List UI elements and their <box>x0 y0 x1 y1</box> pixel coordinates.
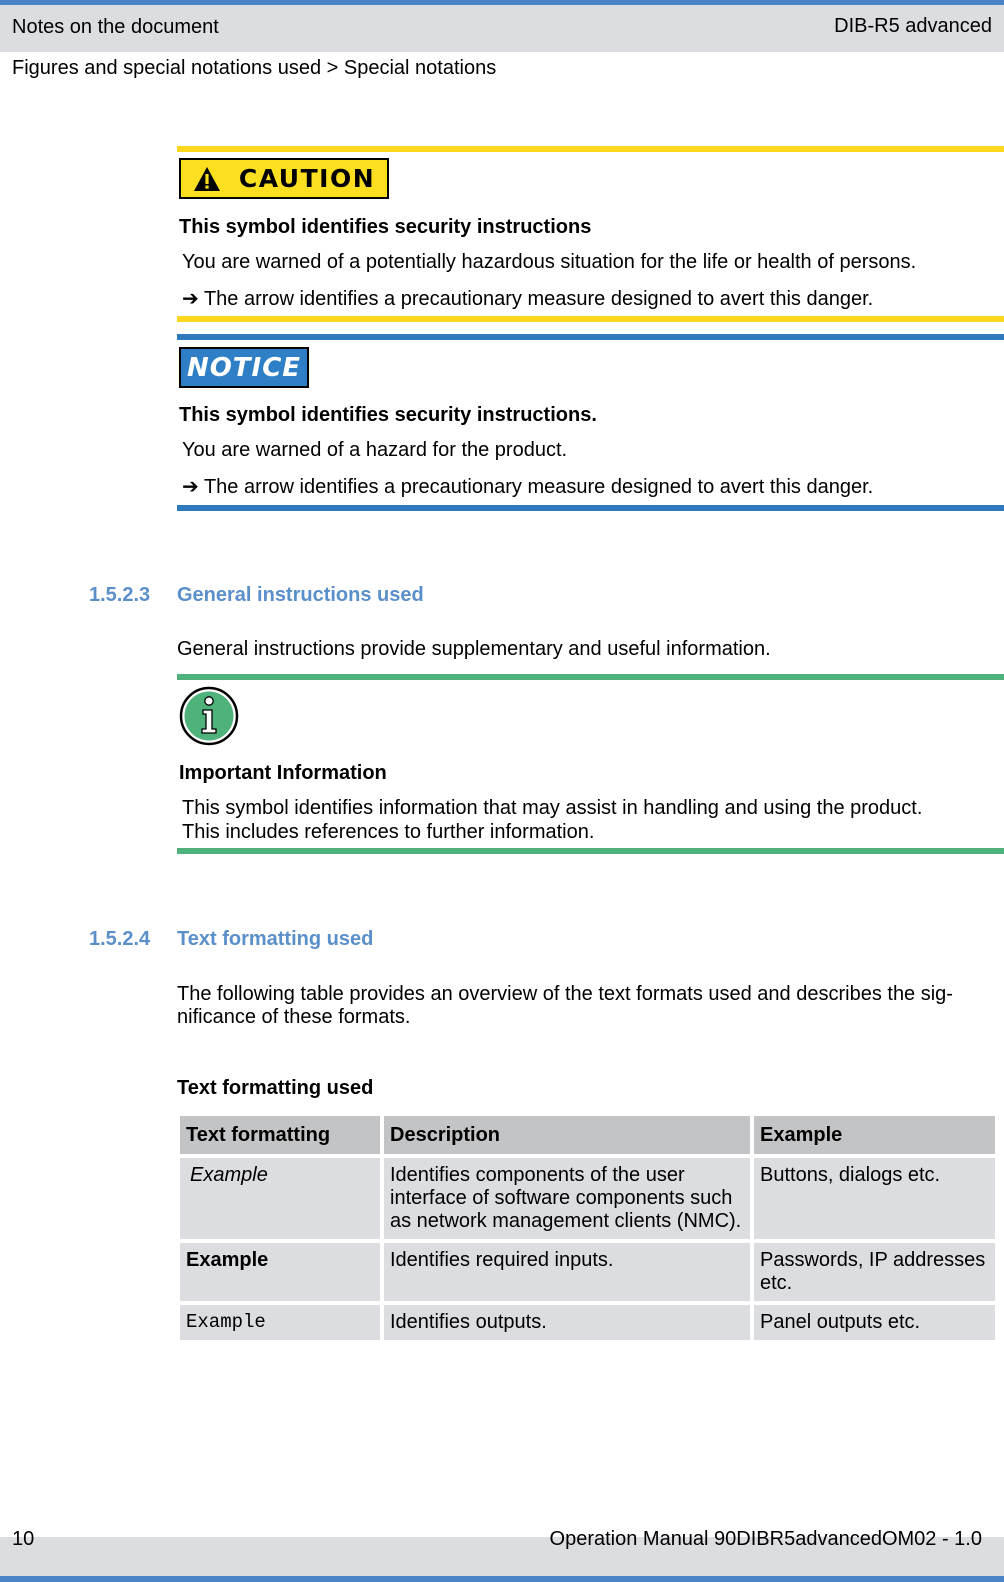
caution-bottom-rule <box>177 316 1004 322</box>
cell-example: Passwords, IP addresses etc. <box>754 1243 995 1301</box>
col-header-format: Text formatting <box>180 1116 380 1154</box>
info-text-line1: This symbol identifies information that may assist in handling and using the product. <box>182 797 923 819</box>
notice-label: NOTICE <box>186 352 302 383</box>
notice-text: You are warned of a hazard for the product. <box>182 439 568 461</box>
notice-badge <box>179 347 309 388</box>
cell-format-italic: Example <box>180 1158 380 1239</box>
page-number: 10 <box>12 1528 35 1550</box>
text-formatting-table <box>176 1112 999 1344</box>
notice-bottom-rule <box>177 505 1004 511</box>
section-title-general: General instructions used <box>177 584 424 606</box>
cell-format-monospace: Example <box>180 1305 380 1340</box>
caution-top-rule <box>177 146 1004 152</box>
table-header-row <box>180 1116 995 1154</box>
section-number-general: 1.5.2.3 <box>89 584 151 606</box>
warning-triangle-icon <box>193 166 221 192</box>
breadcrumb: Figures and special notations used > Special notations <box>12 57 497 79</box>
caution-measure: ➔ The arrow identifies a precautionary measure designed to avert this danger. <box>182 288 874 310</box>
cell-example: Buttons, dialogs etc. <box>754 1158 995 1239</box>
cell-description: Identifies outputs. <box>384 1305 750 1340</box>
format-intro-line1: The following table provides an overview of the text formats used and describes the sig- <box>177 983 953 1005</box>
notice-measure: ➔ The arrow identifies a precautionary measure designed to avert this danger. <box>182 476 874 498</box>
table-row <box>180 1243 995 1301</box>
caution-label: CAUTION <box>238 164 376 193</box>
info-title: Important Information <box>179 762 387 784</box>
caution-text: You are warned of a potentially hazardous situation for the life or health of persons. <box>182 251 917 273</box>
info-text-line2: This includes references to further information. <box>182 821 595 843</box>
cell-description: Identifies components of the user interface of software components such as network management clients (NMC). <box>384 1158 750 1239</box>
general-intro: General instructions provide supplementary and useful information. <box>177 638 771 660</box>
header-chapter: Notes on the document <box>12 16 219 38</box>
section-number-format: 1.5.2.4 <box>89 928 151 950</box>
caution-badge <box>179 158 389 199</box>
col-header-description: Description <box>384 1116 750 1154</box>
header-product: DIB-R5 advanced <box>834 15 992 37</box>
table-row <box>180 1158 995 1239</box>
section-title-format: Text formatting used <box>177 928 374 950</box>
col-header-example: Example <box>754 1116 995 1154</box>
table-caption: Text formatting used <box>177 1077 374 1099</box>
caution-title: This symbol identifies security instructions <box>179 216 592 238</box>
cell-example: Panel outputs etc. <box>754 1305 995 1340</box>
cell-description: Identifies required inputs. <box>384 1243 750 1301</box>
info-icon <box>179 686 239 746</box>
manual-id: Operation Manual 90DIBR5advancedOM02 - 1.0 <box>549 1528 982 1550</box>
cell-format-bold: Example <box>180 1243 380 1301</box>
notice-title: This symbol identifies security instructions. <box>179 404 597 426</box>
info-top-rule <box>177 674 1004 680</box>
notice-top-rule <box>177 334 1004 340</box>
info-bottom-rule <box>177 848 1004 854</box>
table-row <box>180 1305 995 1340</box>
format-intro-line2: nificance of these formats. <box>177 1006 411 1028</box>
